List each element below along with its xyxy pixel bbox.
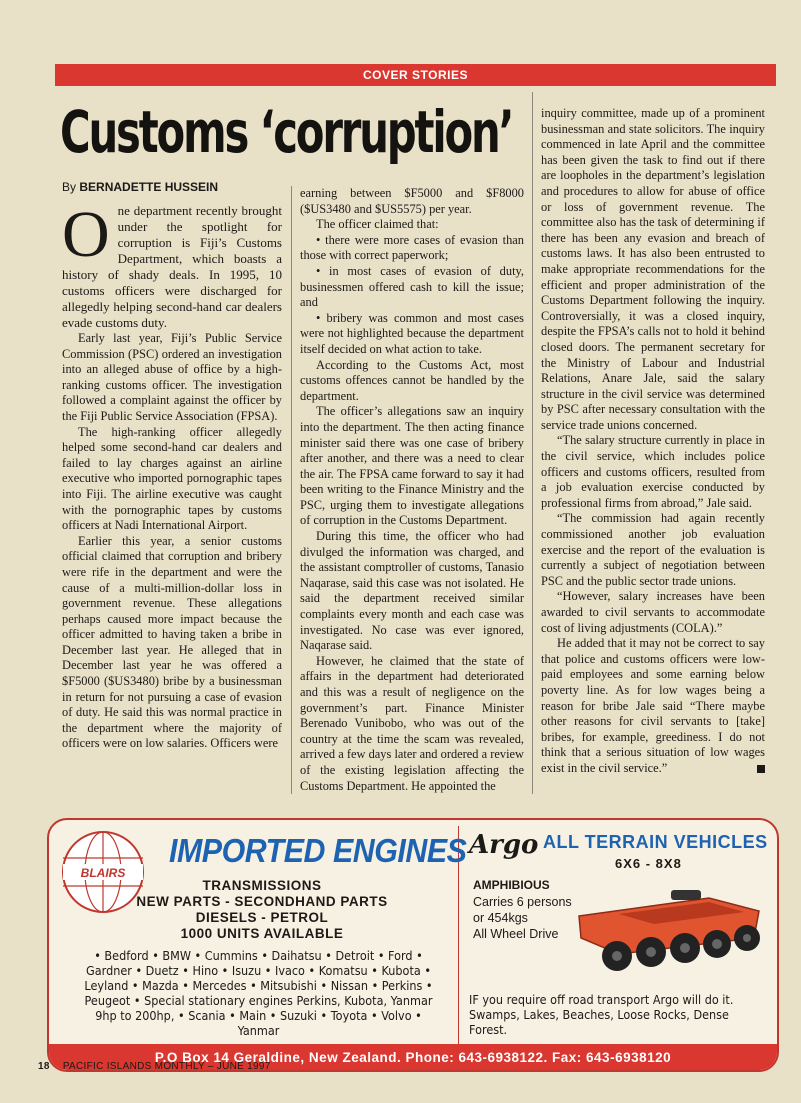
ad-line: 1000 UNITS AVAILABLE — [180, 926, 344, 941]
ad-right-title: ALL TERRAIN VEHICLES — [543, 832, 768, 852]
lead-paragraph — [62, 198, 282, 331]
article-column-2 — [300, 186, 524, 794]
argo-vehicle-image — [559, 876, 769, 986]
lead-text: ne department recently brought under the spotlight for corruption is Fiji’s Customs Department, which boasts a history of shady deals. In 1995, 10 customs officers were discharged for allegedly helping second-hand car dealers evade customs duty. — [62, 203, 282, 330]
feature-item: All Wheel Drive — [473, 927, 559, 941]
amphibious-label: AMPHIBIOUS — [473, 878, 550, 892]
end-of-story-icon — [757, 765, 765, 773]
headline: Customs ‘corruption’ — [60, 98, 513, 166]
paragraph: The high-ranking officer allegedly helped some second-hand car dealers and failed to lay charges against an airline executive who imported pornographic tapes into Fiji. The airline executive was caught with the pornographic tapes by customs officers at Nadi International Airport. — [62, 424, 282, 533]
ad-line: TRANSMISSIONS — [202, 878, 322, 893]
feature-item: Carries 6 persons — [473, 895, 572, 909]
column-rule — [532, 92, 533, 794]
paragraph: According to the Customs Act, most customs offences cannot be handled by the department. — [300, 357, 524, 403]
publication-line: PACIFIC ISLANDS MONTHLY – JUNE 1997 — [62, 1061, 271, 1072]
ad-line: DIESELS - PETROL — [195, 910, 329, 925]
ad-contact-footer: P.O Box 14 Geraldine, New Zealand. Phone: 643-6938122. Fax: 643-6938120 — [49, 1044, 777, 1070]
paragraph: The officer claimed that: — [316, 217, 439, 232]
feature-list — [473, 894, 572, 942]
bullet-item: • bribery was common and most cases were not highlighted because the department itself decided on what action to take. — [300, 310, 524, 356]
engine-brands-list: • Bedford • BMW • Cummins • Daihatsu • Detroit • Ford • Gardner • Duetz • Hino • Isuzu • Ivaco • Komatsu • Kubota • Leyland • Mazda • Mercedes • Mitsubishi • Nissan • Perkins • Peugeot • Special stationary engines Perkins, Kubota, Yanmar 9hp to 200hp, • Scania • Main • Suzuki • Toyota • Volvo • Yanmar — [84, 948, 433, 1038]
paragraph: earning between $F5000 and $F8000 ($US3480 and $US5575) per year. — [300, 186, 524, 216]
page-number: 18 — [38, 1061, 50, 1072]
paragraph: During this time, the officer who had divulged the information was charged, and the assistant comptroller of customs, Tanasio Naqarase, said this case was not isolated. He said the department received similar complaints every month and each case was investigated. No case was ever ignored, Naqarase said. — [300, 529, 524, 653]
bullet-item: • there were more cases of evasion than those with correct paperwork; — [300, 232, 524, 263]
bullet-item: • in most cases of evasion of duty, businessmen offered cash to kill the issue; and — [300, 263, 524, 310]
drop-cap: O — [62, 198, 110, 271]
ad-right-subtitle: 6X6 - 8X8 — [615, 856, 682, 871]
article-column-3 — [541, 106, 765, 777]
logo-text: BLAIRS — [80, 866, 126, 880]
feature-item: or 454kgs — [473, 911, 528, 925]
advertisement — [47, 818, 779, 1072]
ad-right-footnote: IF you require off road transport Argo will do it. Swamps, Lakes, Beaches, Loose Rocks, Dense Forest. — [469, 992, 734, 1037]
paragraph: The officer’s allegations saw an inquiry into the department. The then acting finance minister said there was one case of bribery after another, and there was a need to clear the air. The FPSA came forward to say it had been writing to the Finance Ministry and the PSC, urging them to investigate allegations of corruption in the Customs Department. — [300, 404, 524, 528]
article-column-1 — [62, 198, 282, 752]
byline-prefix: By — [62, 180, 77, 194]
ad-line: NEW PARTS - SECONDHAND PARTS — [136, 894, 388, 909]
ad-left-lines — [67, 878, 457, 942]
paragraph: However, he claimed that the state of affairs in the department had deteriorated and this was a result of negligence on the government’s part. Finance Minister Berenado Vunibobo, who was out of the country at the time the scam was revealed, arrived a few days later and ordered a review of the existing legislation affecting the Customs Department. He appointed the — [300, 653, 524, 793]
page-folio — [38, 1061, 271, 1072]
paragraph: Earlier this year, a senior customs official claimed that corruption and bribery were rife in the department and were the cause of a multi-million-dollar loss in government revenue. These allegations perhaps caused more impact because the officer admitted to having taken a bribe in December last year. He alleged that in December last year he was offered a $F5000 ($US3480) bribe by a businessman in return for not pursuing a case of evasion of duty. He said this was normal practice in the department where the majority of officers were on low salaries. Officers were — [62, 533, 282, 751]
quote-paragraph: “The salary structure currently in place in the civil service, which includes police officers and customs officers, resulted from a job evaluation exercise conducted by professional firms from abroad,” Jale said. — [541, 433, 765, 510]
byline — [62, 180, 218, 194]
ad-left-title: IMPORTED ENGINES — [169, 832, 467, 869]
paragraph: Early last year, Fiji’s Public Service Commission (PSC) ordered an investigation into an alleged abuse of office by a high-ranking customs officer. The investigation followed a complaint against the officer by the Fiji Public Service Association (FPSA). — [62, 331, 282, 423]
paragraph: inquiry committee, made up of a prominent businessman and state solicitors. The inquiry commenced in late April and the committee has been given the task to find out if there are loopholes in the department’s legislation and procedures to allow for abuse of office or loss of government revenue. The committee also has the task of determining if there has been any evasion and breach of customs laws. It has also been entrusted to make appropriate recommendations for the efficient and proper administration of the Customs Department following the inquiry. Controversially, it was a closed inquiry, despite the FPSA’s calls not to hold it behind closed doors. The permanent secretary for the Ministry of Labour and Industrial Relations, Anare Jale, said the salary structure in the civil service was determined by PSC after necessary consultation with the service trade unions concerned. — [541, 106, 765, 432]
quote-paragraph: “However, salary increases have been awarded to civil servants to accommodate cost of living adjustments (COLA).” — [541, 589, 765, 635]
argo-logo: Argo — [469, 830, 539, 860]
byline-author: BERNADETTE HUSSEIN — [79, 180, 219, 194]
quote-paragraph: “The commission had again recently commissioned another job evaluation exercise and the report of the evaluation is currently a subject of negotiation between PSC and the public sector trade unions. — [541, 511, 765, 588]
section-label: COVER STORIES — [55, 64, 776, 86]
closing-paragraph-text: He added that it may not be correct to say that police and customs officers were low-paid employees and some earning below poverty line. As for low wages being a reason for bribe Jale said “There maybe other reasons for civil servants to [take] bribes, for example, greediness. I do not think that a serious situation of low wages exist in the civil service.” — [541, 636, 765, 775]
column-rule — [291, 186, 292, 794]
paragraph — [541, 636, 765, 776]
